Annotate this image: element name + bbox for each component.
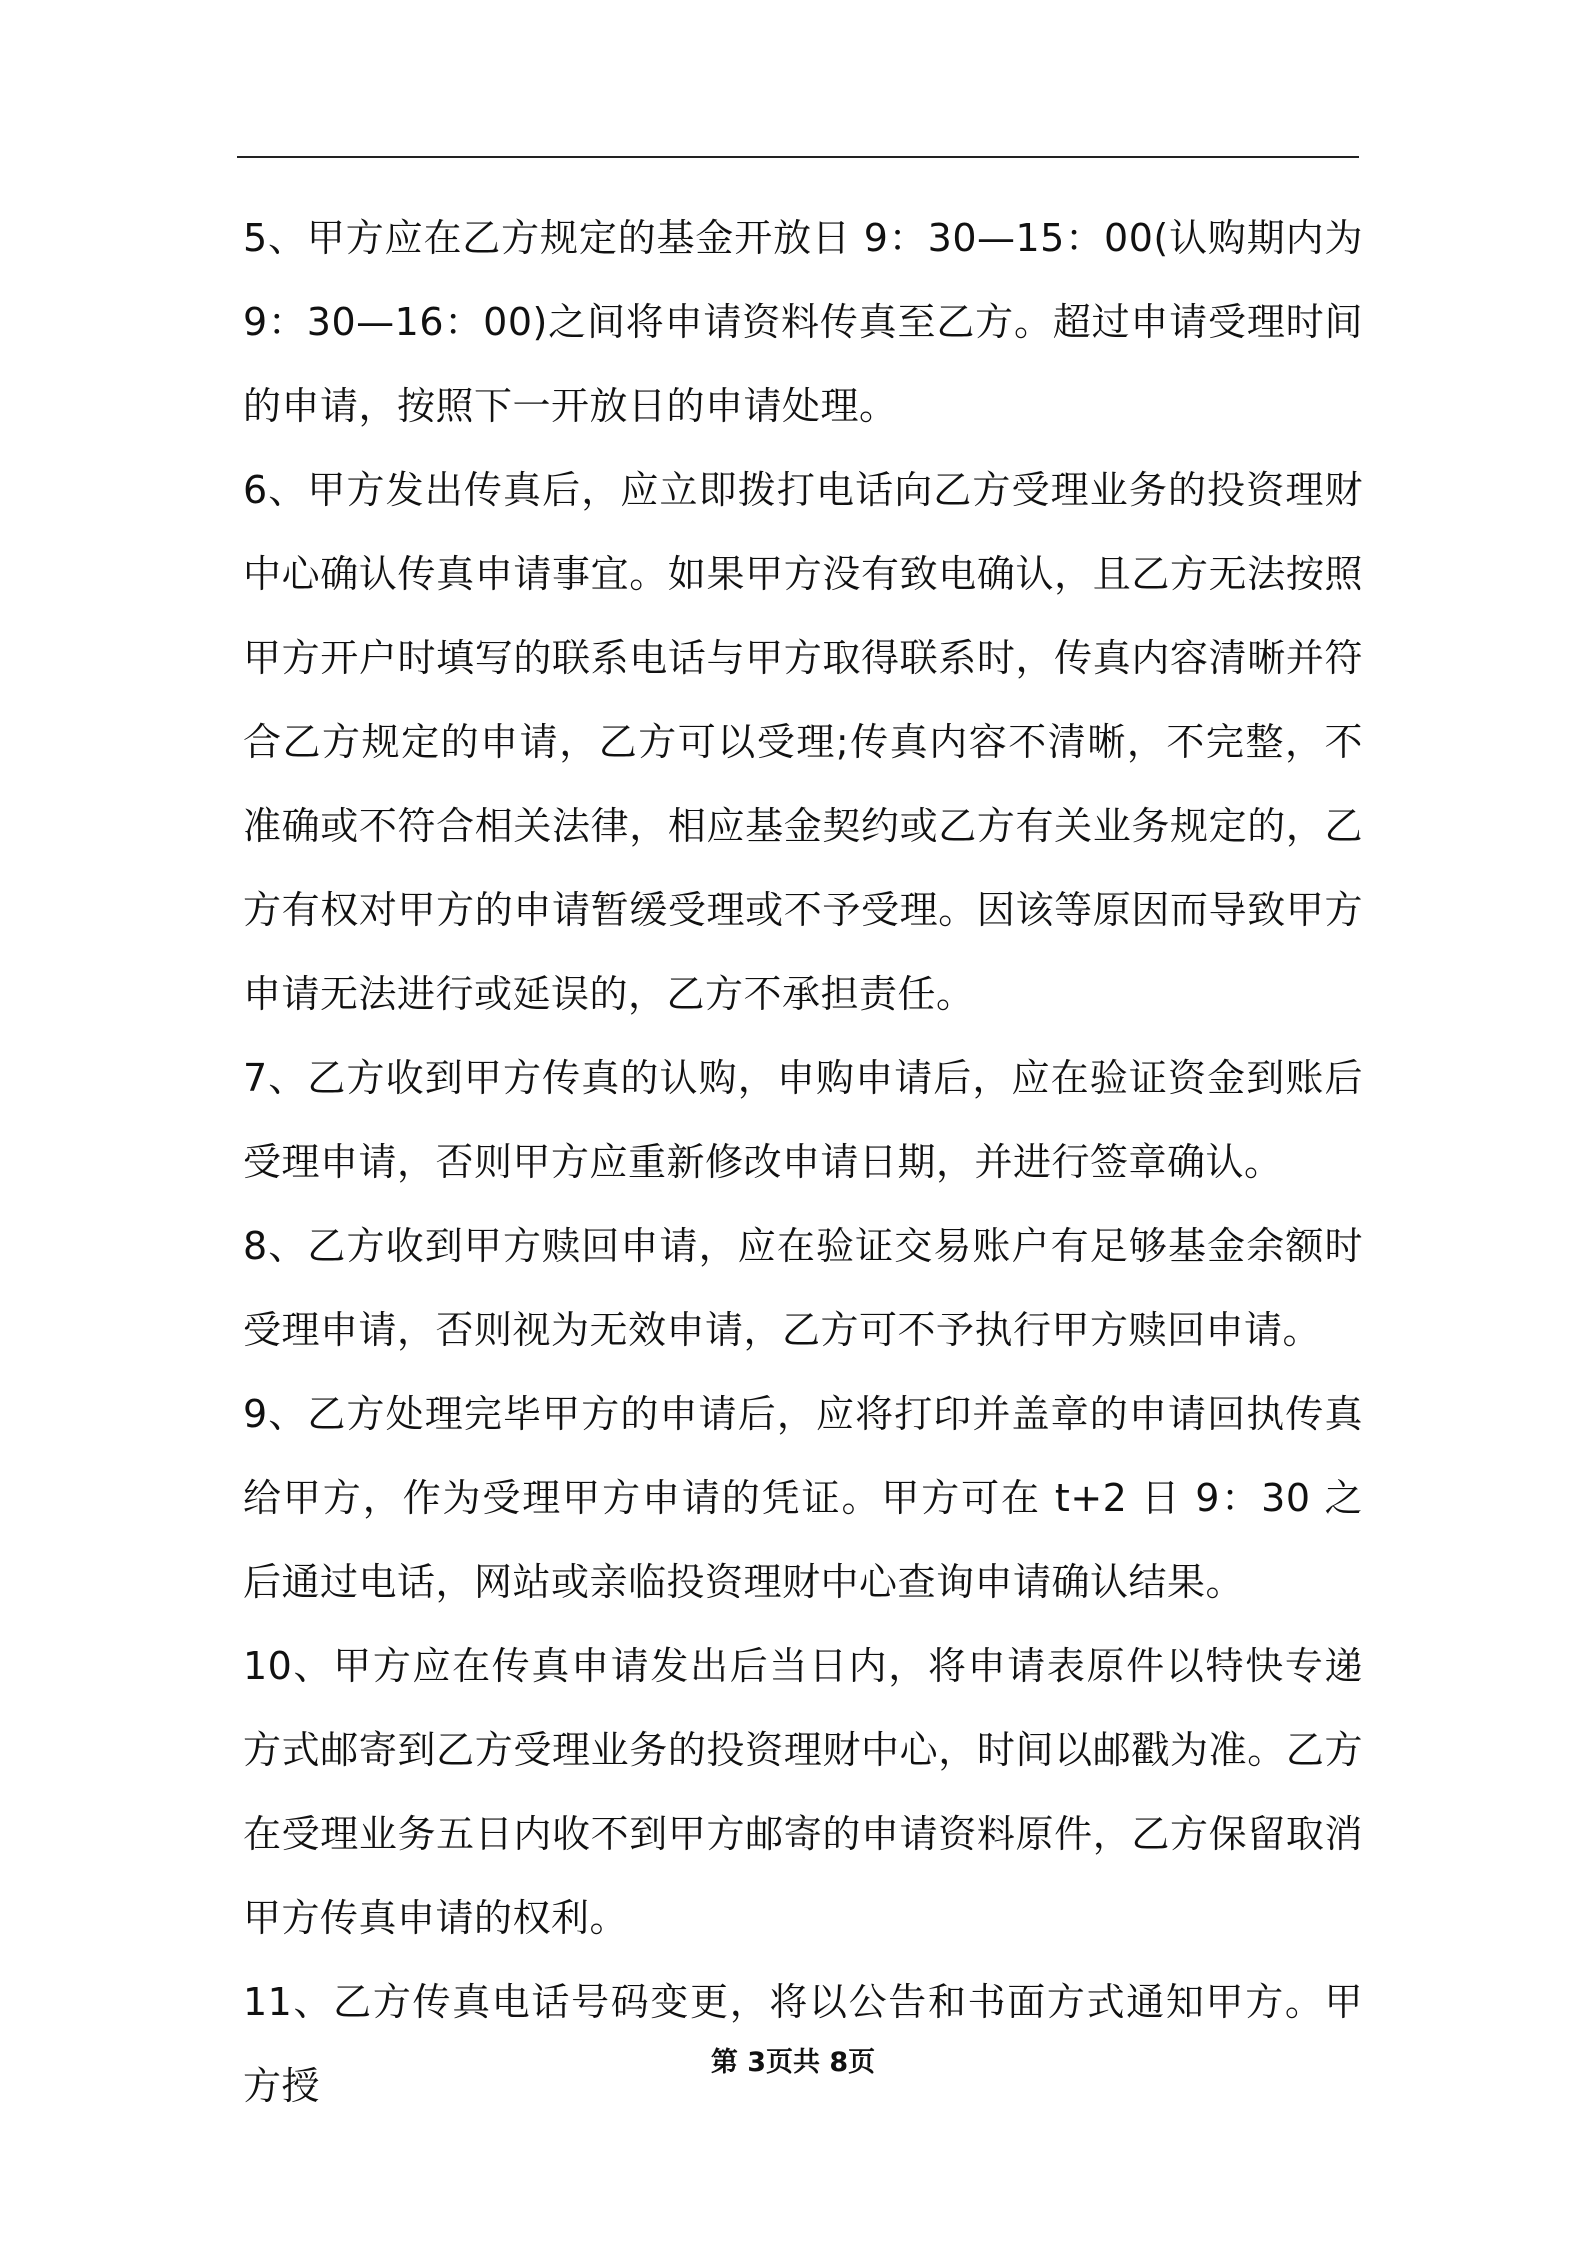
clause-8: 8、乙方收到甲方赎回申请，应在验证交易账户有足够基金余额时受理申请，否则视为无效申请，乙方可不予执行甲方赎回申请。 [243, 1224, 1363, 1352]
clause-9: 9、乙方处理完毕甲方的申请后，应将打印并盖章的申请回执传真给甲方，作为受理甲方申请的凭证。甲方可在 t+2 日 9：30 之后通过电话，网站或亲临投资理财中心查询申请确认结果。 [243, 1392, 1363, 1604]
clause-6: 6、甲方发出传真后，应立即拨打电话向乙方受理业务的投资理财中心确认传真申请事宜。如果甲方没有致电确认，且乙方无法按照甲方开户时填写的联系电话与甲方取得联系时，传真内容清晰并符合乙方规定的申请，乙方可以受理;传真内容不清晰，不完整，不准确或不符合相关法律，相应基金契约或乙方有关业务规定的，乙方有权对甲方的申请暂缓受理或不予受理。因该等原因而导致甲方申请无法进行或延误的，乙方不承担责任。 [243, 468, 1363, 1016]
document-body [243, 196, 1363, 2128]
clause-5: 5、甲方应在乙方规定的基金开放日 9：30—15：00(认购期内为 9：30—16：00)之间将申请资料传真至乙方。超过申请受理时间的申请，按照下一开放日的申请处理。 [243, 216, 1363, 428]
clause-11: 11、乙方传真电话号码变更，将以公告和书面方式通知甲方。甲方授 [243, 1980, 1363, 2108]
header-rule [237, 156, 1359, 158]
page-number: 第 3页共 8页 [710, 2047, 876, 2078]
clause-7: 7、乙方收到甲方传真的认购，申购申请后，应在验证资金到账后受理申请，否则甲方应重新修改申请日期，并进行签章确认。 [243, 1056, 1363, 1184]
clause-10: 10、甲方应在传真申请发出后当日内，将申请表原件以特快专递方式邮寄到乙方受理业务的投资理财中心，时间以邮戳为准。乙方在受理业务五日内收不到甲方邮寄的申请资料原件，乙方保留取消甲方传真申请的权利。 [243, 1644, 1363, 1940]
